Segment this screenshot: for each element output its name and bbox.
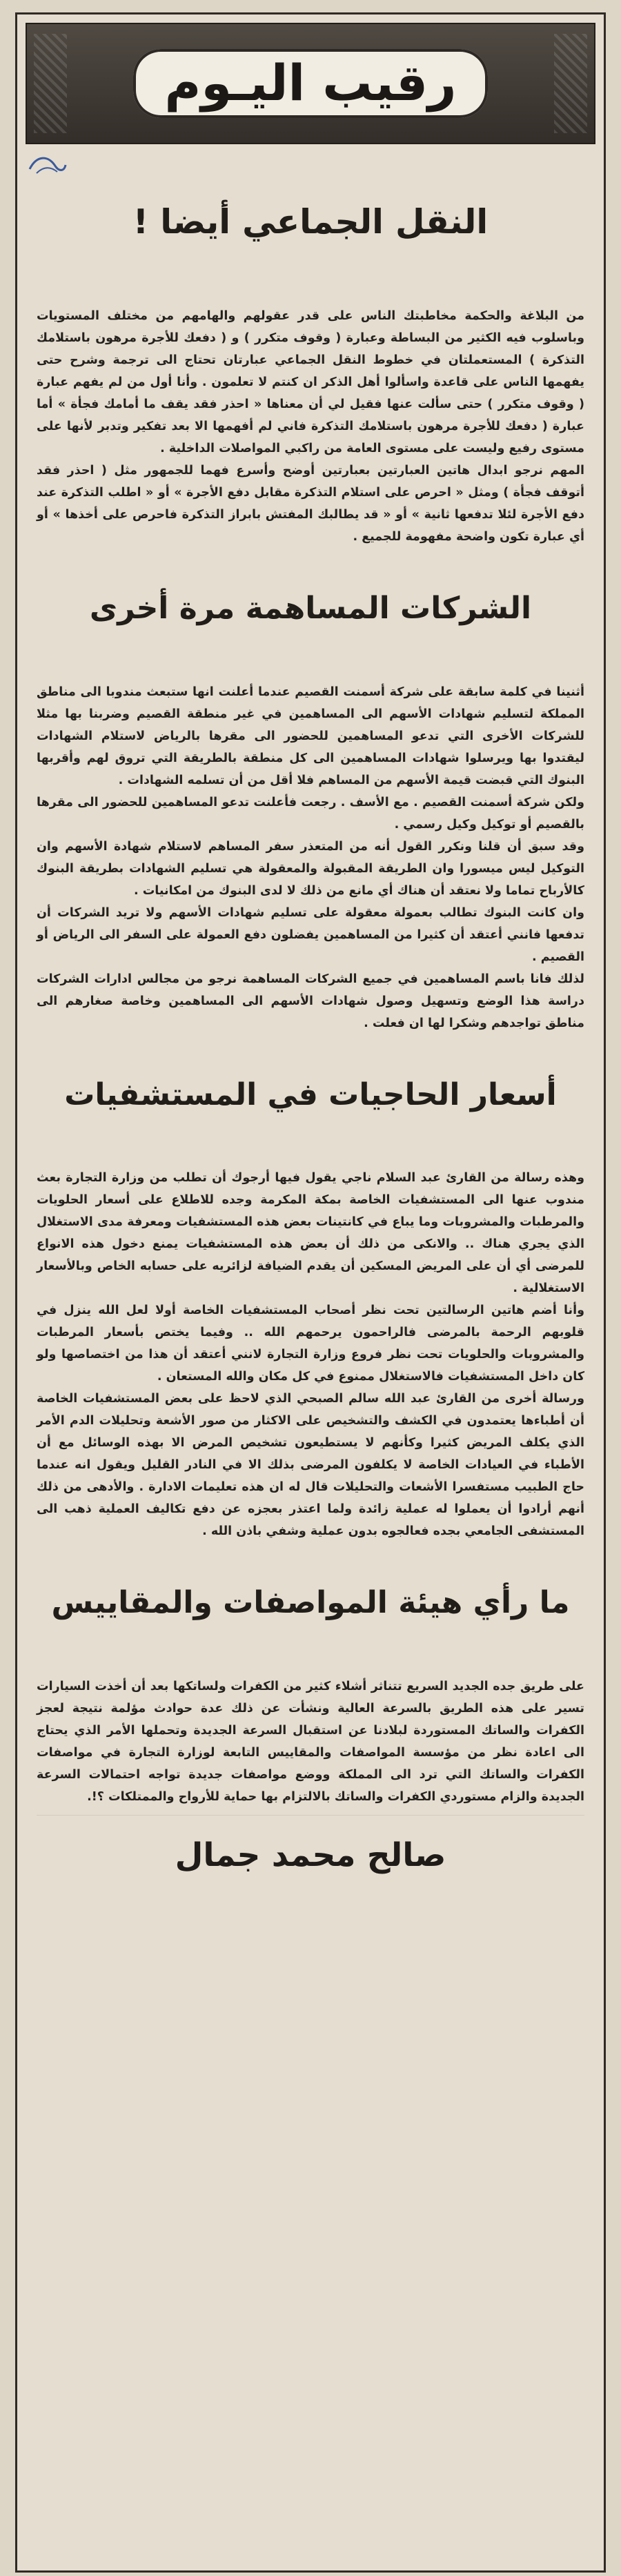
article-standards-authority [37,1542,584,1808]
article-headline: النقل الجماعي أيضا ! [132,202,489,242]
article-headline: الشركات المساهمة مرة أخرى [89,590,532,626]
article-body: وهذه رسالة من القارئ عبد السلام ناجي يقول فيها أرجوك أن تطلب من وزارة التجارة بعث مندوب عنها الى المستشفيات الخاصة بمكة المكرمة وجده للاطلاع على أسعار الحلويات والمرطبات والمشروبات وما يباع في كانتينات بعض هذه المستشفيات ومعرفة مدى الاستغلال الذي يجري هناك .. والانكى من ذلك أن بعض هذه المستشفيات يمنع دخول هذه الانواع للمرضى أي أن على المريض المسكين أن يقدم الضيافة لزائريه على حسابه الخاص وبالأسعار الاستغلالية . وأنا أضم هاتين الرسالتين تحت نظر أصحاب المستشفيات الخاصة أولا لعل الله ينزل في قلوبهم الرحمة بالمرضى فالراحمون يرحمهم الله .. وفيما يختص بأسعار المرطبات والمشروبات والحلويات تحت نظر فروع وزارة التجارة لانني أعتقد أن هذا من اختصاصها ولو كان داخل المستشفيات فالاستغلال ممنوع في كل مكان والله المستعان . ورسالة أخرى من القارئ عبد الله سالم الصبحي الذي لاحظ على بعض المستشفيات الخاصة أن أطباءها يعتمدون في الكشف والتشخيص على الاكثار من صور الأشعة وتحليلات الدم الأمر الذي يكلف المريض كثيرا وكأنهم لا يستطيعون تشخيص المرض الا بهذه الوسائل مع أن الأطباء في العيادات الخاصة لا يكلفون المرضى بذلك الا في النادر القليل ويقول انه عندما حاج الطبيب مستفسرا الأشعات والتحليلات قال له ان هذه تعليمات الادارة . والأدهى من ذلك أنهم أرادوا أن يعملوا له عملية زائدة ولما اعتذر بعجزه عن دفع تكاليف العملية ذهب الى المستشفى الجامعي بجده فعالجوه بدون عملية وشفي باذن الله . [37,1171,584,1539]
article-joint-stock-companies [37,548,584,1034]
article-headline: ما رأي هيئة المواصفات والمقاييس [51,1585,570,1621]
author-signature: صالح محمد جمال [175,1836,446,1875]
masthead-title: رقيب اليـوم [133,49,489,117]
article-body: أثنينا في كلمة سابقة على شركة أسمنت القصيم عندما أعلنت انها ستبعث مندوبا الى مناطق المملكة لتسليم شهادات الأسهم الى المساهمين في غير منطقة القصيم وضربنا بها مثلا للشركات الأخرى التي تدعو المساهمين للحضور الى مقرها بالرياض لاستلام الشهادات ليقتدوا بها ويرسلوا شهادات المساهمين الى كل منطقة بالطريقة التي تروق لهم وأقربها البنوك التي قبضت قيمة الأسهم من المساهم فلا أقل من أن تسلمه الشهادات . ولكن شركة أسمنت القصيم . مع الأسف . رجعت فأعلنت تدعو المساهمين للحضور الى مقرها بالقصيم أو توكيل وكيل رسمي . وقد سبق أن قلنا ونكرر القول أنه من المتعذر سفر المساهم لاستلام شهادة الأسهم وان التوكيل ليس ميسورا وان الطريقة المقبولة والمعقولة هي تسليم الشهادات بطريقة البنوك كالأرباح تماما ولا نعتقد أن هناك أي مانع من ذلك لا لدى البنوك من امكانيات . وان كانت البنوك تطالب بعمولة معقولة على تسليم شهادات الأسهم ولا تريد الشركات أن تدفعها فانني أعتقد أن كثيرا من المساهمين يفضلون دفع العمولة على السفر الى الرياض أو القصيم . لذلك فانا باسم المساهمين في جميع الشركات المساهمة نرجو من مجالس ادارات الشركات دراسة هذا الوضع وتسهيل وصول شهادات الأسهم الى المساهمين وخاصة صغارهم الى مناطق تواجدهم وشكرا لها ان فعلت . [37,685,584,1030]
newspaper-column [15,12,606,2573]
articles-container [17,144,604,1876]
article-hospital-prices [37,1034,584,1543]
article-body: من البلاغة والحكمة مخاطبتك الناس على قدر عقولهم والهامهم من مختلف المستويات وباسلوب فيه الكثير من البساطة وعبارة ( وقوف متكرر ) و ( دفعك للأجرة مرهون باستلامك التذكرة ) المستعملتان في خطوط النقل الجماعي عبارتان تحتاج الى ترجمة وشرح حتى يفهمها الناس على قاعدة واسألوا أهل الذكر ان كنتم لا تعلمون . وأنا أول من لم يفهم عبارة ( وقوف متكرر ) حتى سألت عنها فقيل لي أن معناها « احذر فقد يقف ما أمامك فجأة » أما عبارة ( دفعك للأجرة مرهون باستلامك التذكرة فاني لم أفهمها الا بعد تفكير وتدبر لأنها على مستوى رفيع وليست على مستوى العامة من راكبي المواصلات الداخلية . المهم نرجو ابدال هاتين العبارتين بعبارتين أوضح وأسرع فهما للجمهور مثل ( احذر فقد أتوقف فجأة ) ومثل « احرص على استلام التذكرة مقابل دفع الأجرة » أو « اطلب التذكرة عند دفع الأجرة لئلا تدفعها ثانية » أو « قد يطالبك المفتش بابراز التذكرة فاحرص على أخذها » أو أي عبارة تكون واضحة مفهومة للجميع . [37,308,584,544]
article-public-transport [37,144,584,548]
article-headline: أسعار الحاجيات في المستشفيات [64,1076,557,1112]
article-body: على طريق جده الجديد السريع تتناثر أشلاء كثير من الكفرات ولساتكها بعد أن أخذت السيارات تسير على هذه الطريق بالسرعة العالية ونشأت عن ذلك عدة حوادث مؤلمة نتيجة لعجز الكفرات والساتك المستوردة لبلادنا عن استقبال السرعة الجديدة وتحملها الأمر الذي يحتاج الى اعادة نظر من مؤسسة المواصفات والمقاييس التابعة لوزارة التجارة في مواصفات الكفرات والساتك التي ترد الى المملكة ووضع مواصفات جديدة تواجه احتمالات السرعة الجديدة والزام مستوردي الكفرات والساتك بالالتزام بها حماية للأرواح والممتلكات ؟!. [37,1680,584,1805]
masthead-banner [26,23,595,144]
